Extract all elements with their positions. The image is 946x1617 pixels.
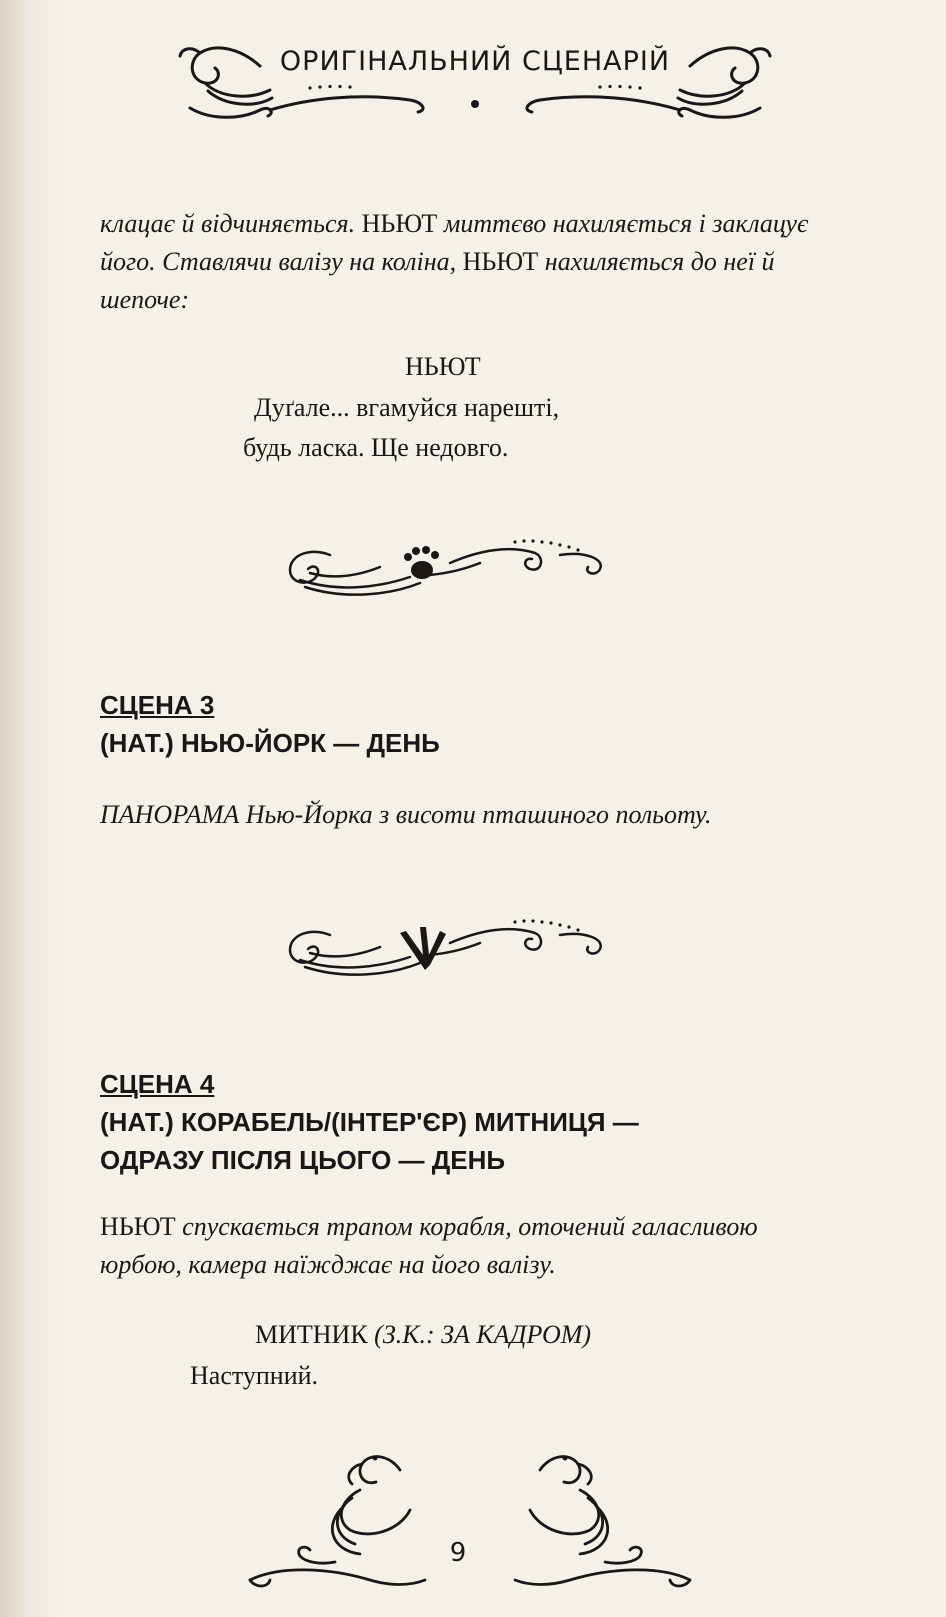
dialogue-line: Наступний.: [190, 1361, 319, 1390]
scene-heading: [100, 686, 820, 762]
action-text: миттєво нахиляється і заклацує його. Ставлячи валізу на коліна,: [100, 209, 809, 276]
character-name: НЬЮТ: [456, 247, 545, 276]
scene-heading: [100, 1065, 820, 1179]
footer-swan-ornament-icon: [240, 1440, 700, 1600]
scene-action: [100, 1208, 820, 1284]
page-number: 9: [449, 1538, 467, 1568]
action-paragraph: [100, 205, 820, 319]
scene-action: ПАНОРАМА Нью-Йорка з висоти пташиного польоту.: [100, 800, 712, 829]
page-header: [160, 28, 790, 128]
action-text: клацає й відчиняється.: [100, 209, 356, 238]
character-name: НЬЮТ: [100, 1212, 183, 1241]
dialogue-speaker: НЬЮТ: [405, 352, 481, 381]
page-edge-shadow: [0, 0, 60, 1617]
scene-location: (НАТ.) НЬЮ-ЙОРК — ДЕНЬ: [100, 728, 440, 758]
scene-number: СЦЕНА 4: [100, 1069, 215, 1099]
dialogue-line: будь ласка. Ще недовго.: [243, 433, 509, 462]
dialogue-line: Дуґале... вгамуйся нарешті,: [254, 393, 560, 422]
action-text: нахиляється до неї й шепоче:: [100, 247, 775, 314]
speaker-name: МИТНИК: [255, 1320, 375, 1349]
paw-print-divider-icon: [280, 525, 620, 605]
header-swan-ornament-icon: [160, 28, 790, 128]
scene-number: СЦЕНА 3: [100, 690, 215, 720]
dialogue-speaker: [255, 1320, 591, 1350]
scene-location: (НАТ.) КОРАБЕЛЬ/(ІНТЕР'ЄР) МИТНИЦЯ —: [100, 1107, 639, 1137]
speaker-note: (З.К.: ЗА КАДРОМ): [374, 1320, 592, 1349]
scene-location: ОДРАЗУ ПІСЛЯ ЦЬОГО — ДЕНЬ: [100, 1145, 506, 1175]
action-text: спускається трапом корабля, оточений галасливою юрбою, камера наїжджає на його валізу.: [100, 1212, 758, 1279]
running-header-title: ОРИГІНАЛЬНИЙ СЦЕНАРІЙ: [279, 46, 671, 77]
bird-footprint-divider-icon: [280, 905, 620, 985]
character-name: НЬЮТ: [355, 209, 444, 238]
